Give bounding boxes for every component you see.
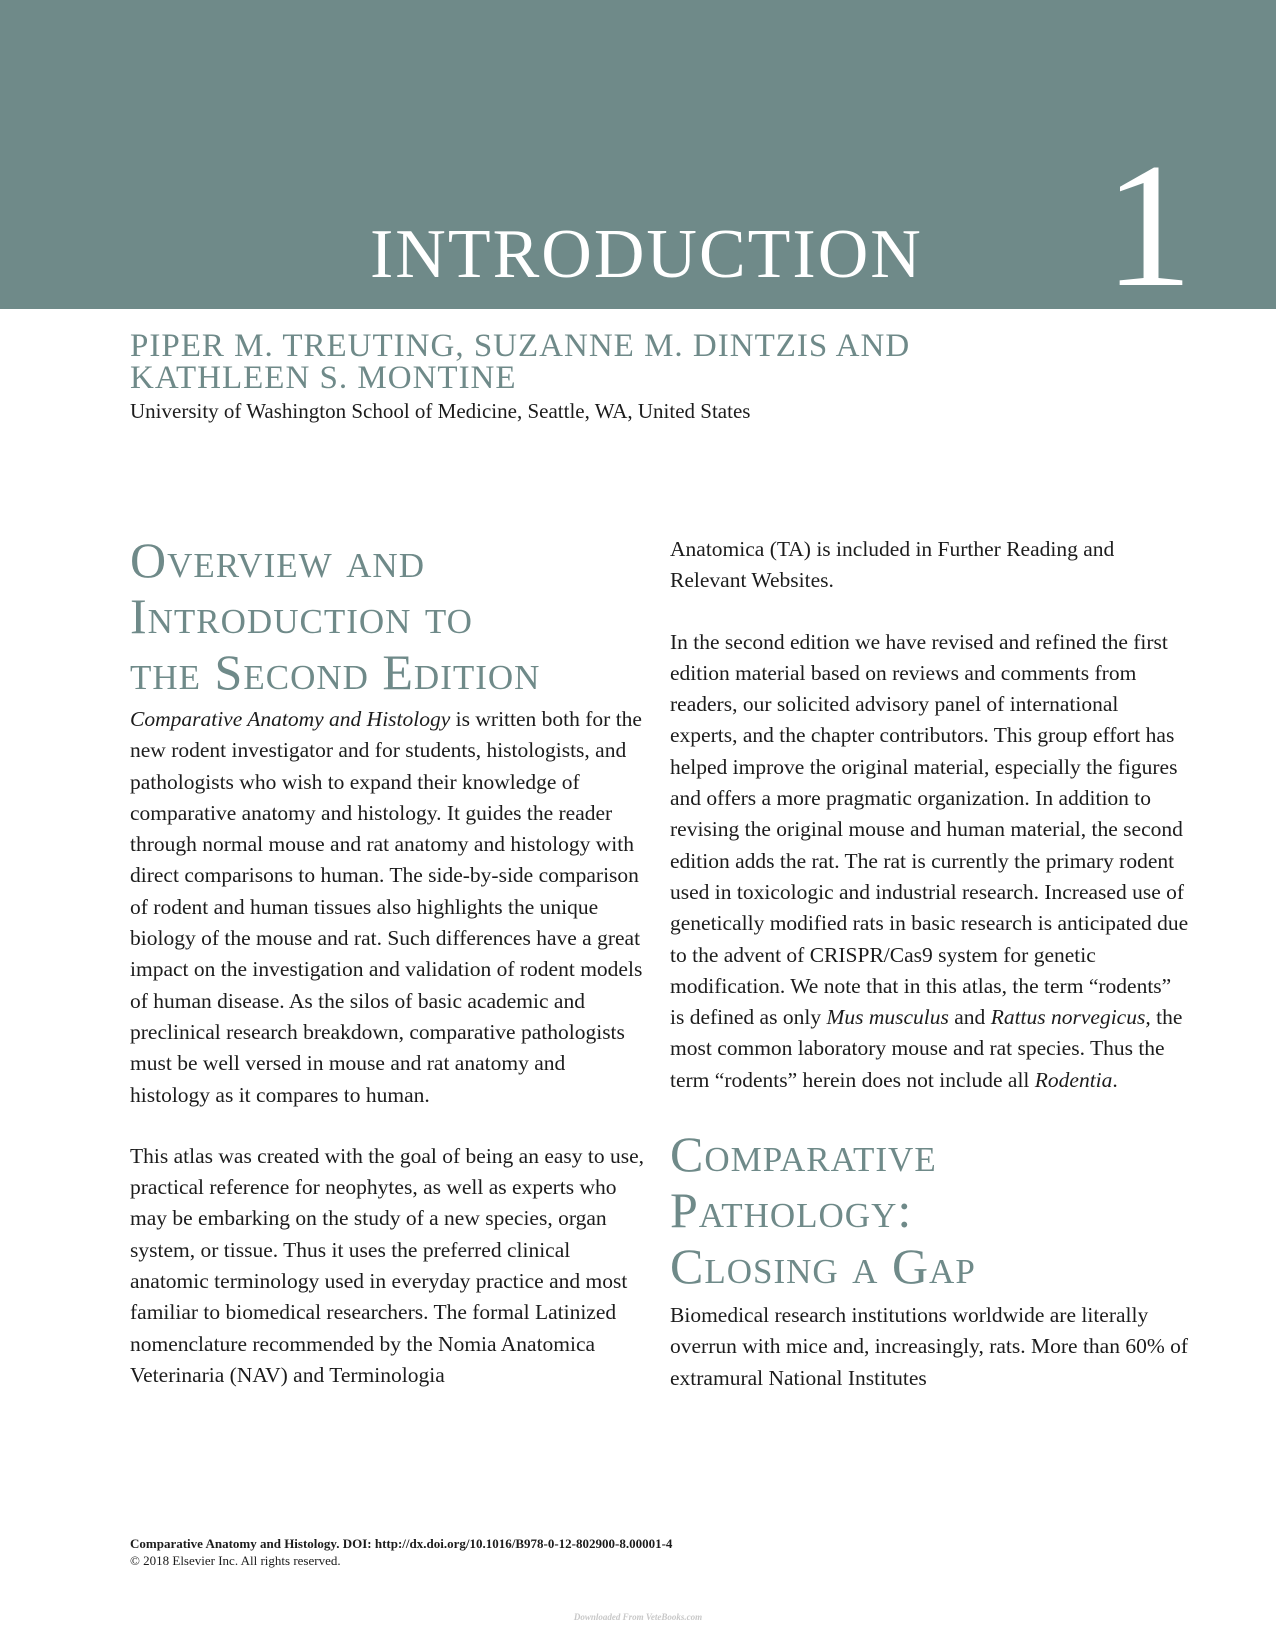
chapter-number: 1 bbox=[1104, 126, 1193, 324]
author-line-2: KATHLEEN S. MONTINE bbox=[130, 360, 517, 396]
watermark: Downloaded From VeteBooks.com bbox=[573, 1612, 703, 1622]
paragraph: In the second edition we have revised and refined the first edition material based on reviews and comments from readers, our solicited advisory panel of international experts, and the chapter contributors. This group effort has helped improve the original material, especially the figures and offers a more pragmatic organization. In addition to revising the original mouse and human material, the second edition adds the rat. The rat is currently the primary rodent used in toxicologic and industrial research. Increased use of genetically modified rats in basic research is anticipated due to the advent of CRISPR/Cas9 system for genetic modification. We note that in this atlas, the term “rodents” is defined as only Mus musculus and Rattus norvegicus, the most common laboratory mouse and rat species. Thus the term “rodents” herein does not include all Rodentia. bbox=[670, 629, 1189, 1092]
heading-line: the Second Edition bbox=[130, 644, 541, 700]
paragraph: Biomedical research institutions worldwide are literally overrun with mice and, increasingly, rats. More than 60% of extramural National Institutes bbox=[670, 1303, 1189, 1390]
heading-line: Overview and bbox=[130, 532, 425, 588]
right-column bbox=[670, 534, 1190, 1394]
chapter-banner bbox=[0, 0, 1276, 324]
affiliation: University of Washington School of Medicine, Seattle, WA, United States bbox=[130, 399, 751, 423]
page-footer bbox=[130, 1535, 672, 1569]
author-line-1: PIPER M. TREUTING, SUZANNE M. DINTZIS AND bbox=[130, 328, 911, 364]
chapter-title: INTRODUCTION bbox=[370, 216, 923, 293]
heading-line: Comparative bbox=[670, 1126, 937, 1183]
author-list bbox=[130, 330, 1030, 394]
section-heading-overview bbox=[130, 532, 650, 700]
paragraph: Comparative Anatomy and Histology is written both for the new rodent investigator and for students, histologists, and pathologists who wish to expand their knowledge of comparative anatomy and histology. It guides the reader through normal mouse and rat anatomy and histology with direct comparisons to human. The side-by-side comparison of rodent and human tissues also highlights the unique biology of the mouse and rat. Such differences have a great impact on the investigation and validation of rodent models of human disease. As the silos of basic academic and preclinical research breakdown, comparative pathologists must be well versed in mouse and rat anatomy and histology as it compares to human. bbox=[130, 707, 643, 1107]
paragraph: Anatomica (TA) is included in Further Reading and Relevant Websites. bbox=[670, 537, 1115, 593]
copyright: © 2018 Elsevier Inc. All rights reserved. bbox=[130, 1553, 341, 1568]
left-column bbox=[130, 532, 650, 1391]
heading-line: Pathology: bbox=[670, 1182, 913, 1239]
heading-line: Closing a Gap bbox=[670, 1238, 976, 1295]
paragraph: This atlas was created with the goal of being an easy to use, practical reference for neophytes, as well as experts who may be embarking on the study of a new species, organ system, or tissue. Thus it uses the preferred clinical anatomic terminology used in everyday practice and most familiar to biomedical researchers. The formal Latinized nomenclature recommended by the Nomia Anatomica Veterinaria (NAV) and Terminologia bbox=[130, 1143, 645, 1387]
heading-line: Introduction to bbox=[130, 588, 473, 644]
doi-line: Comparative Anatomy and Histology. DOI: http://dx.doi.org/10.1016/B978-0-12-802900-8.00001-4 bbox=[130, 1536, 673, 1551]
section-heading-comparative-pathology bbox=[670, 1126, 1190, 1294]
book-title: Comparative Anatomy and Histology bbox=[130, 707, 451, 731]
